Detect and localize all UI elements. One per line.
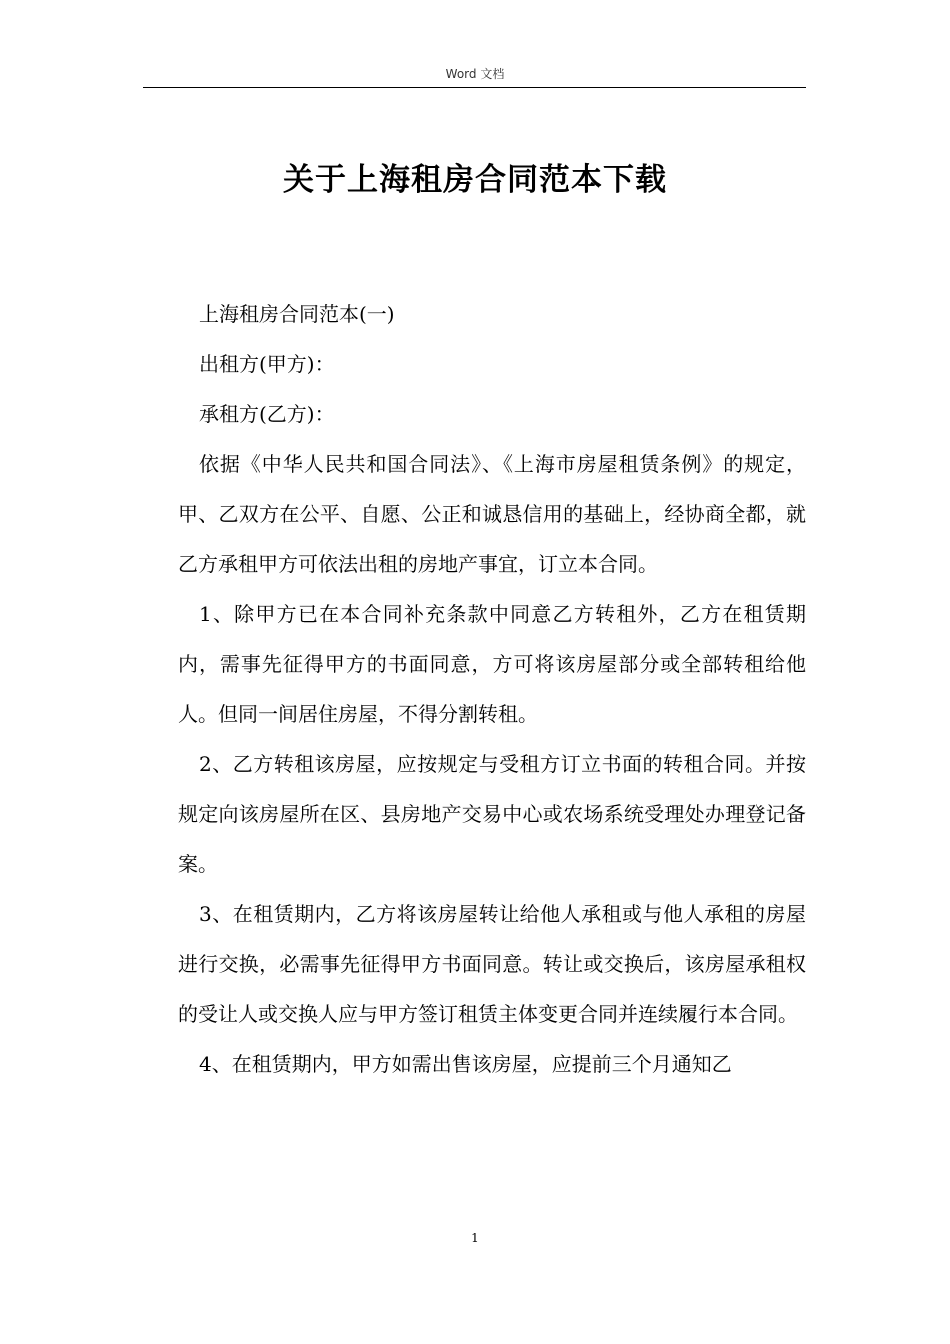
document-title: 关于上海租房合同范本下载 (283, 162, 667, 198)
paragraph-clause-4: 4、在租赁期内，甲方如需出售该房屋，应提前三个月通知乙 (199, 1052, 732, 1076)
paragraph-section-heading: 上海租房合同范本(一) (199, 302, 395, 326)
paragraph-lessor: 出租方(甲方)： (199, 352, 335, 376)
paragraph-clause-2: 2、乙方转租该房屋，应按规定与受租方订立书面的转租合同。并按规定向该房屋所在区、县房地产交易中心或农场系统受理处办理登记备案。 (178, 752, 806, 876)
paragraph-clause-3: 3、在租赁期内，乙方将该房屋转让给他人承租或与他人承租的房屋进行交换，必需事先征得甲方书面同意。转让或交换后，该房屋承租权的受让人或交换人应与甲方签订租赁主体变更合同并连续履行本合同。 (178, 902, 806, 1026)
paragraph-clause-1: 1、除甲方已在本合同补充条款中同意乙方转租外，乙方在租赁期内，需事先征得甲方的书面同意，方可将该房屋部分或全部转租给他人。但同一间居住房屋，不得分割转租。 (178, 602, 806, 726)
page-number: 1 (471, 1231, 479, 1245)
page-header: Word 文档 (445, 67, 505, 81)
header-divider (143, 87, 806, 88)
document-body (178, 289, 806, 1089)
paragraph-preamble: 依据《中华人民共和国合同法》、《上海市房屋租赁条例》的规定，甲、乙双方在公平、自愿、公正和诚恳信用的基础上，经协商全都，就乙方承租甲方可依法出租的房地产事宜，订立本合同。 (178, 452, 806, 576)
paragraph-lessee: 承租方(乙方)： (199, 402, 335, 426)
